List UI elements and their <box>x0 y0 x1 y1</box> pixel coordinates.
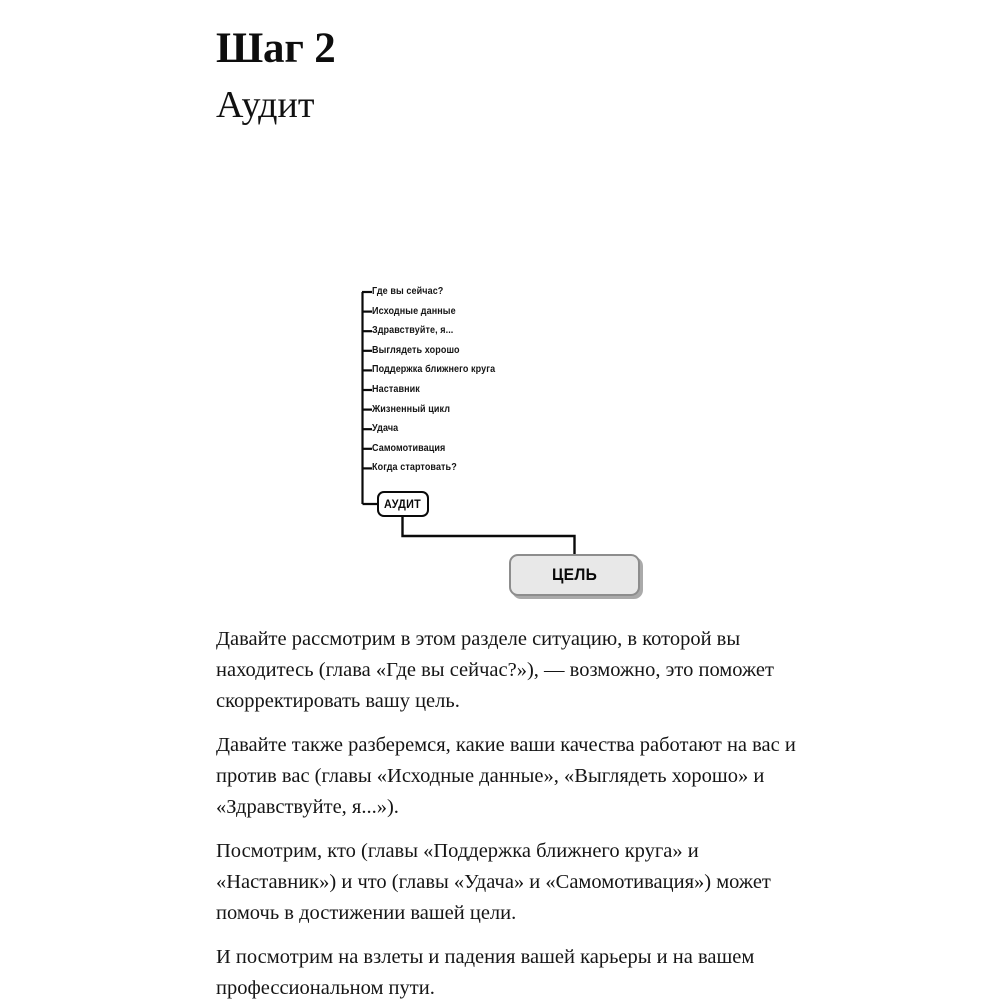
diagram-branch-label: Жизненный цикл <box>372 402 451 415</box>
body-paragraph: Посмотрим, кто (главы «Поддержка ближнего круга» и «Наставник») и что (главы «Удача» и «Самомотивация») может помочь в достижении вашей цели. <box>216 840 771 924</box>
diagram-branch-label: Наставник <box>372 383 420 395</box>
diagram-branch-label: Удача <box>372 422 399 435</box>
page-title-step: Шаг 2 <box>216 25 336 72</box>
diagram-node-audit <box>377 491 429 517</box>
diagram-branch-label: Здравствуйте, я... <box>372 324 454 337</box>
diagram-node-goal <box>509 554 640 596</box>
diagram-branch-label: Когда стартовать? <box>372 461 457 474</box>
diagram-node-goal-label: ЦЕЛЬ <box>551 565 598 584</box>
body-paragraph: Давайте также разберемся, какие ваши качества работают на вас и против вас (главы «Исходные данные», «Выглядеть хорошо» и «Здравствуйте, я...»). <box>216 734 796 818</box>
diagram-branch-label: Выглядеть хорошо <box>372 343 460 356</box>
diagram-node-audit-label: АУДИТ <box>384 497 422 511</box>
audit-goal-diagram <box>340 275 680 615</box>
diagram-branch-label: Самомотивация <box>372 441 446 454</box>
diagram-branch-label: Поддержка ближнего круга <box>372 363 496 376</box>
diagram-branch-label: Исходные данные <box>372 304 456 317</box>
audit-to-goal-connector <box>403 517 575 556</box>
page-title-subtitle: Аудит <box>216 84 315 126</box>
diagram-branch-label: Где вы сейчас? <box>372 285 444 297</box>
body-text <box>216 624 796 1004</box>
body-paragraph: Давайте рассмотрим в этом разделе ситуацию, в которой вы находитесь (глава «Где вы сейчас?»), — возможно, это поможет скорректировать вашу цель. <box>216 628 774 712</box>
body-paragraph: И посмотрим на взлеты и падения вашей карьеры и на вашем профессиональном пути. <box>216 946 755 999</box>
